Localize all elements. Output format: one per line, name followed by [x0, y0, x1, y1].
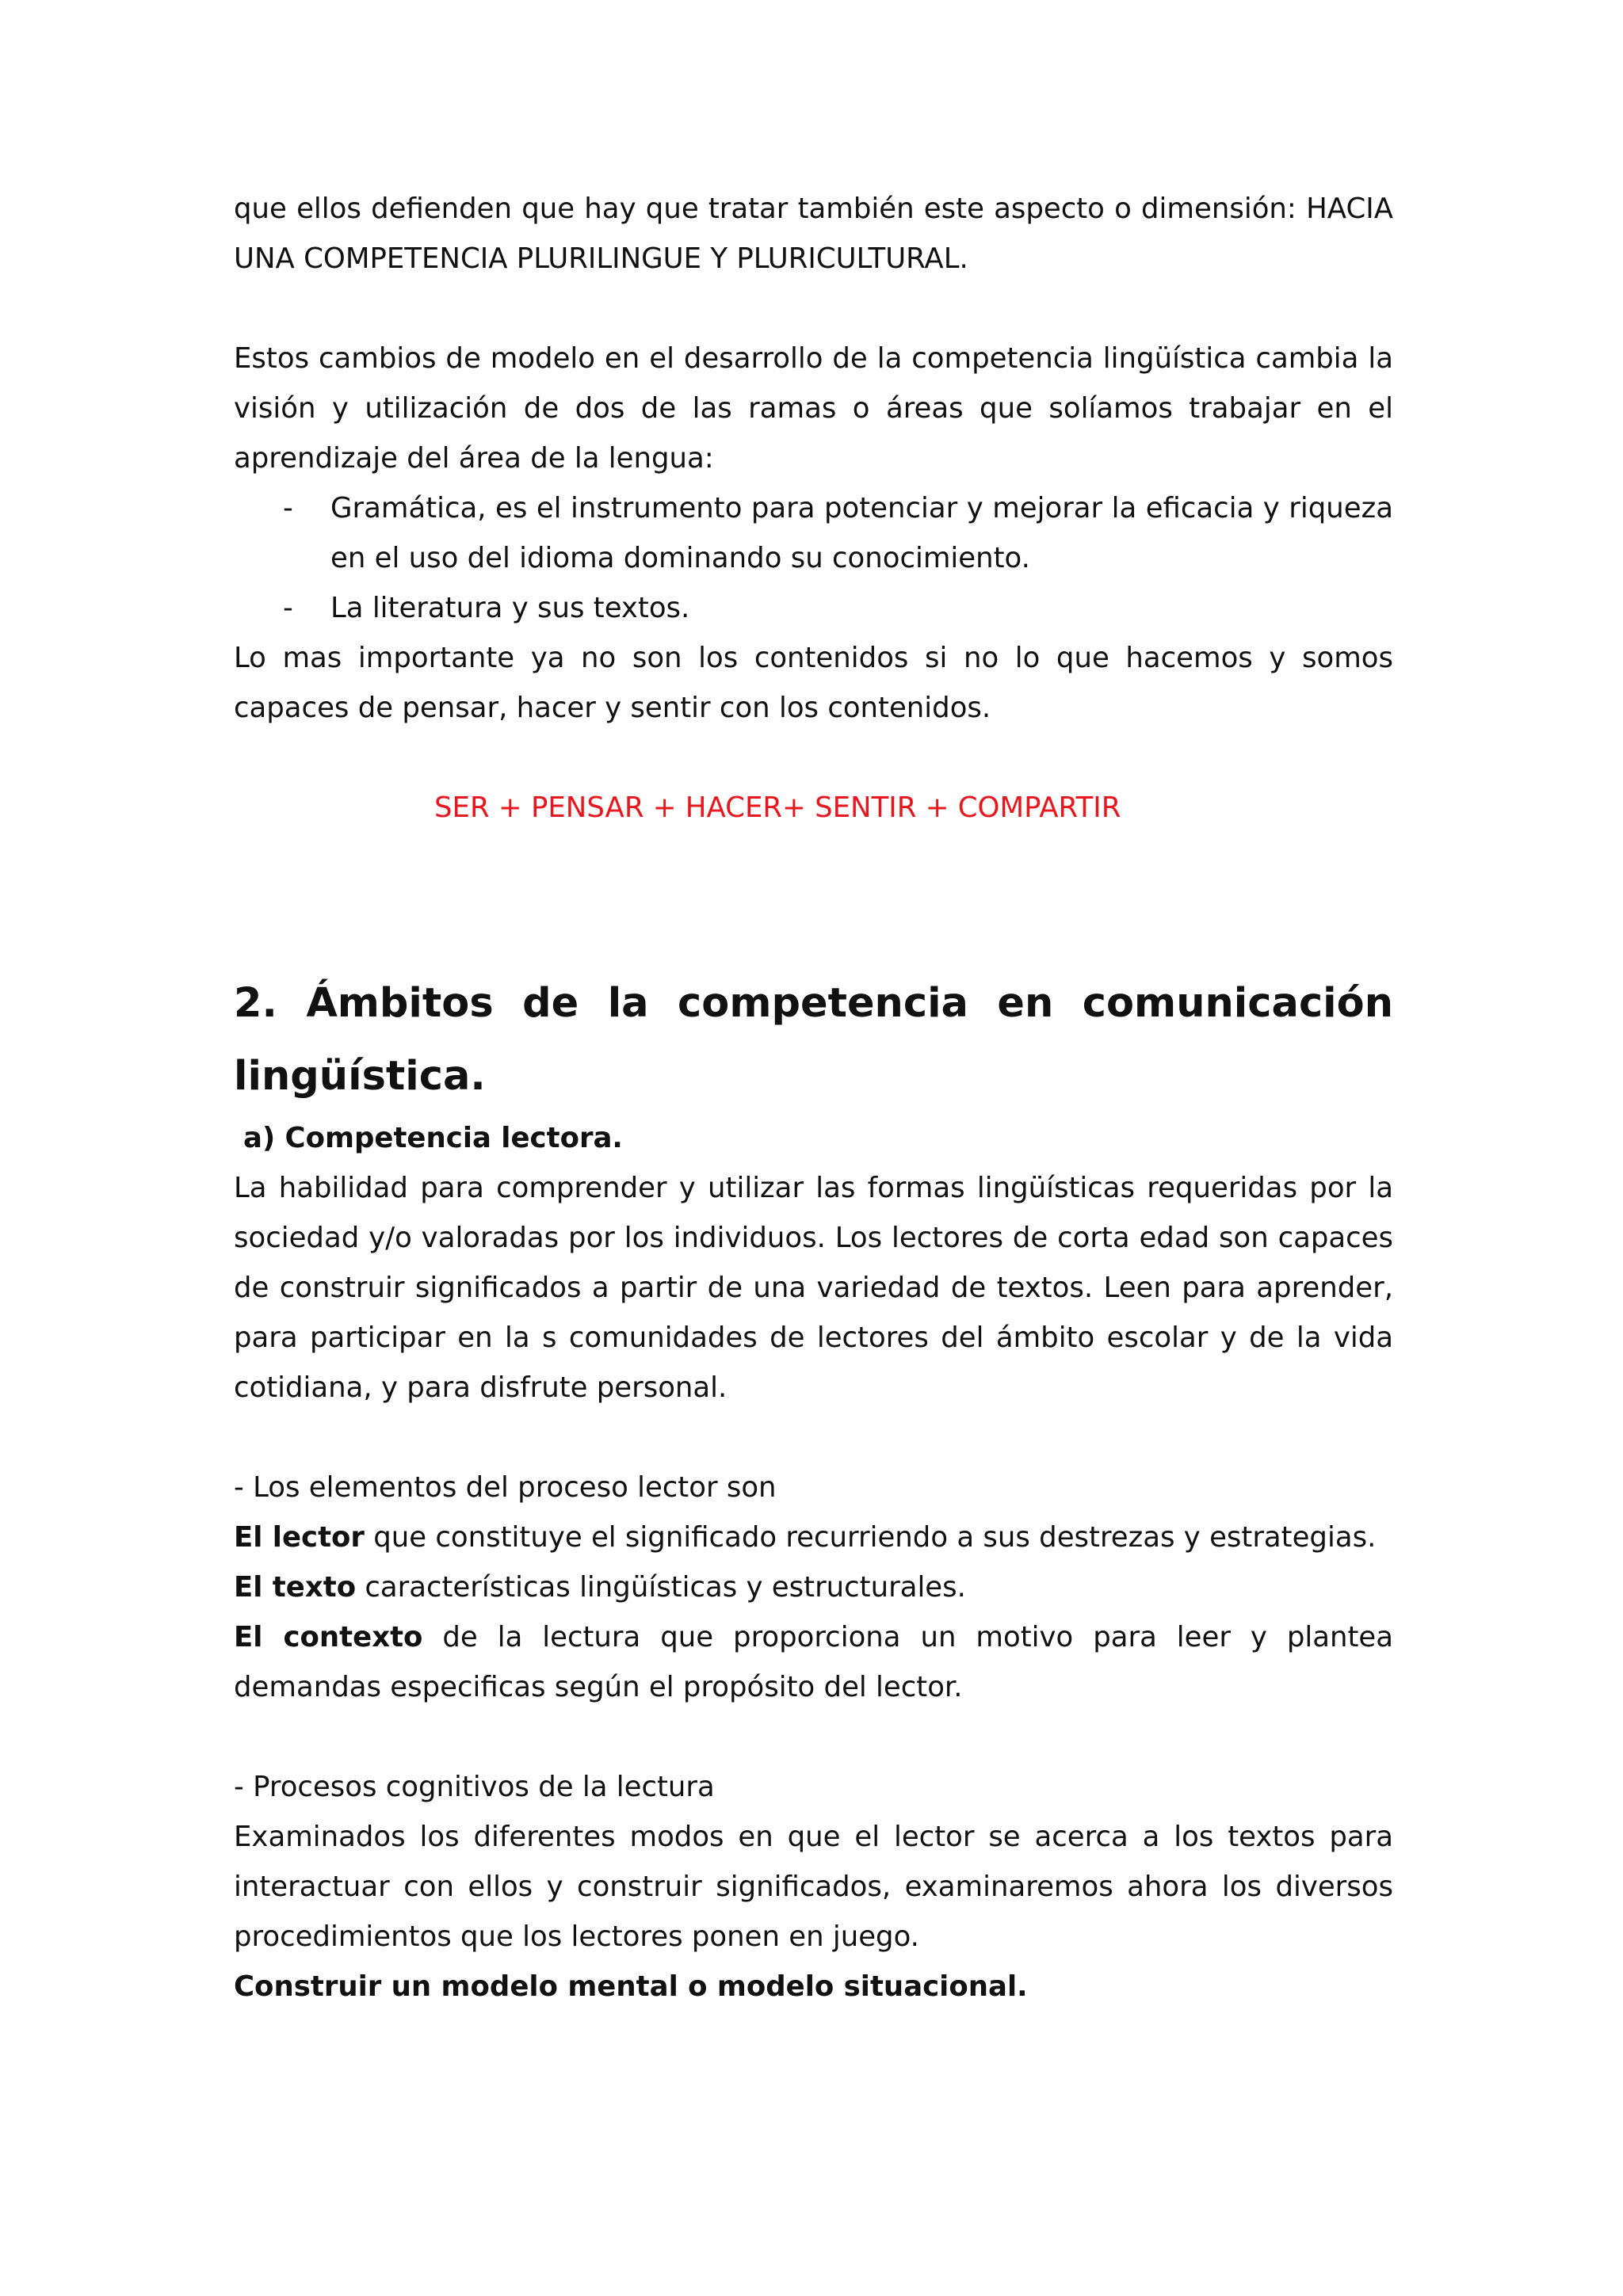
- document-page: [234, 184, 1393, 2012]
- elemento-texto: [234, 1562, 1393, 1612]
- section-heading: [234, 967, 1393, 1113]
- spacer: [234, 284, 1393, 334]
- spacer: [234, 733, 1393, 783]
- list-dash: -: [283, 592, 293, 624]
- section-heading-line2: lingüística.: [234, 1053, 486, 1100]
- elemento-contexto: [234, 1612, 1393, 1712]
- desc-lector: que constituye el significado recurriendo a sus destrezas y estrategias.: [364, 1521, 1377, 1554]
- habilidad-paragraph: La habilidad para comprender y utilizar las formas lingüísticas requeridas por la sociedad y/o valoradas por los individuos. Los lectores de corta edad son capaces de construir significados a partir de una variedad de textos. Leen para aprender, para participar en la s comunidades de lectores del ámbito escolar y de la vida cotidiana, y para disfrute personal.: [234, 1172, 1393, 1404]
- list-dash: -: [283, 492, 293, 524]
- procesos-intro: - Procesos cognitivos de la lectura: [234, 1771, 715, 1803]
- spacer: [234, 1413, 1393, 1463]
- subheading-competencia-lectora: a) Competencia lectora.: [243, 1122, 623, 1154]
- examinados-paragraph: Examinados los diferentes modos en que el lector se acerca a los textos para interactuar con ellos y construir significados, examinaremos ahora los diversos procedimientos que los lectores ponen en juego.: [234, 1821, 1393, 1953]
- list-item-gramatica: [234, 483, 1393, 583]
- list-item-text: La literatura y sus textos.: [330, 592, 690, 624]
- term-contexto: El contexto: [234, 1621, 423, 1653]
- important-paragraph: Lo mas importante ya no son los contenidos si no lo que hacemos y somos capaces de pensar, hacer y sentir con los contenidos.: [234, 642, 1393, 724]
- list-item-literatura: [234, 583, 1393, 633]
- formula-red-line: SER + PENSAR + HACER+ SENTIR + COMPARTIR: [434, 791, 1121, 824]
- term-lector: El lector: [234, 1521, 365, 1554]
- spacer: [234, 1712, 1393, 1762]
- desc-contexto: de la lectura que proporciona un motivo para leer y plantea demandas especificas según el propósito del lector.: [234, 1621, 1393, 1703]
- section-heading-line1: 2. Ámbitos de la competencia en comunicación: [234, 980, 1393, 1027]
- elemento-lector: [234, 1512, 1393, 1562]
- intro-paragraph: que ellos defienden que hay que tratar también este aspecto o dimensión: HACIA UNA COMPETENCIA PLURILINGUE Y PLURICULTURAL.: [234, 193, 1393, 275]
- final-bold-line: Construir un modelo mental o modelo situacional.: [234, 1970, 1028, 2003]
- desc-texto: características lingüísticas y estructurales.: [356, 1571, 966, 1604]
- list-item-text: Gramática, es el instrumento para potenciar y mejorar la eficacia y riqueza en el uso del idioma dominando su conocimiento.: [330, 492, 1393, 574]
- term-texto: El texto: [234, 1571, 357, 1604]
- models-paragraph: Estos cambios de modelo en el desarrollo de la competencia lingüística cambia la visión y utilización de dos de las ramas o áreas que solíamos trabajar en el aprendizaje del área de la lengua:: [234, 342, 1393, 475]
- elementos-intro: - Los elementos del proceso lector son: [234, 1471, 777, 1504]
